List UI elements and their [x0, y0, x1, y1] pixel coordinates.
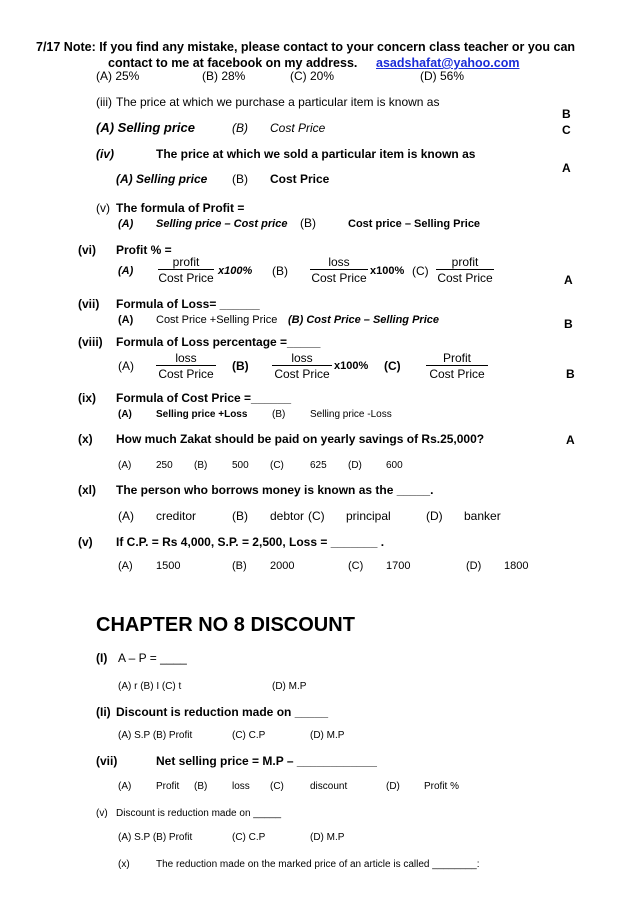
q-ix-text: Formula of Cost Price =______	[116, 391, 292, 405]
d-vii-option-b-text: loss	[232, 781, 250, 792]
d-x-text: The reduction made on the marked price of an article is called ________:	[156, 859, 480, 870]
chapter-heading: CHAPTER NO 8 DISCOUNT	[96, 614, 355, 636]
q-viii-multiplier-b: x100%	[334, 360, 369, 372]
d-vii-option-c: (C)	[270, 781, 284, 792]
q-x-option-c-text: 625	[310, 460, 327, 471]
d-ii-option-d: (D) M.P	[310, 730, 345, 741]
q-iii-number: (iii)	[96, 95, 112, 109]
answer-iii-b: B	[562, 107, 571, 121]
q-vi-fraction-c	[436, 256, 494, 284]
q-iii-option-b-text: Cost Price	[270, 121, 326, 135]
q-x-option-b: (B)	[194, 460, 208, 471]
d-i-text: A – P = ____	[118, 651, 187, 665]
q-viii-fraction-b-numerator: loss	[272, 352, 332, 366]
q-v-option-b: (B)	[300, 216, 316, 230]
d-x-number: (x)	[118, 859, 130, 870]
q-x-option-d-text: 600	[386, 460, 403, 471]
q-vii-number: (vii)	[78, 297, 100, 311]
q-v2-option-d: (D)	[466, 560, 482, 572]
q-viii-fraction-c	[426, 352, 488, 380]
q-viii-fraction-c-denominator: Cost Price	[429, 367, 485, 381]
q-v-text: The formula of Profit =	[116, 201, 245, 215]
d-vii-text: Net selling price = M.P – ____________	[156, 754, 377, 768]
q-iv-option-b-text: Cost Price	[270, 172, 330, 186]
q-x-number: (x)	[78, 432, 93, 446]
d-vii-option-d: (D)	[386, 781, 400, 792]
q-ix-option-a-text: Selling price +Loss	[156, 409, 248, 420]
d-ii-text: Discount is reduction made on _____	[116, 705, 329, 719]
q-xl-number: (xl)	[78, 483, 96, 497]
top-option-a: (A) 25%	[96, 69, 140, 83]
d-i-number: (I)	[96, 651, 108, 665]
q-vi-number: (vi)	[78, 243, 96, 257]
top-option-b: (B) 28%	[202, 69, 246, 83]
q-x-option-b-text: 500	[232, 460, 249, 471]
q-v2-option-a: (A)	[118, 560, 133, 572]
q-xl-option-c-text: principal	[346, 509, 391, 523]
q-ix-option-a: (A)	[118, 409, 132, 420]
q-iv-number: (iv)	[96, 147, 114, 161]
q-v-option-a-text: Selling price – Cost price	[156, 218, 288, 230]
q-v2-option-b-text: 2000	[270, 560, 295, 572]
answer-viii: B	[566, 367, 575, 381]
q-vi-fraction-a-numerator: profit	[158, 256, 214, 270]
q-vii-option-a-text: Cost Price +Selling Price	[156, 314, 278, 326]
q-ix-number: (ix)	[78, 391, 96, 405]
q-viii-number: (viii)	[78, 335, 103, 349]
q-vi-fraction-a	[158, 256, 214, 284]
q-ix-option-b-text: Selling price -Loss	[310, 409, 392, 420]
q-v2-text: If C.P. = Rs 4,000, S.P. = 2,500, Loss = _______ .	[116, 535, 385, 549]
d-vii-option-c-text: discount	[310, 781, 348, 792]
top-option-c: (C) 20%	[290, 69, 335, 83]
q-vi-multiplier-a: x100%	[218, 265, 253, 277]
q-iv-option-a: (A) Selling price	[116, 172, 208, 186]
q-viii-option-a: (A)	[118, 359, 134, 373]
d-ii-option-c: (C) C.P	[232, 730, 266, 741]
q-x-option-a: (A)	[118, 460, 132, 471]
q-iv-text: The price at which we sold a particular item is known as	[156, 147, 476, 161]
q-vii-text: Formula of Loss= ______	[116, 297, 260, 311]
q-iii-text: The price at which we purchase a particular item is known as	[116, 95, 440, 109]
q-viii-fraction-a-numerator: loss	[156, 352, 216, 366]
q-vii-option-b: (B) Cost Price – Selling Price	[288, 314, 439, 326]
d-ii-number: (Ii)	[96, 705, 111, 719]
q-x-text: How much Zakat should be paid on yearly savings of Rs.25,000?	[116, 432, 485, 446]
q-viii-fraction-b-denominator: Cost Price	[274, 367, 330, 381]
q-ix-option-b: (B)	[272, 409, 286, 420]
q-xl-option-b-text: debtor	[270, 509, 305, 523]
q-vi-multiplier-b: x100%	[370, 265, 405, 277]
q-v-number: (v)	[96, 201, 110, 215]
d-vii-number: (vii)	[96, 754, 118, 768]
q-viii-fraction-c-numerator: Profit	[426, 352, 488, 366]
q-vi-option-b: (B)	[272, 264, 288, 278]
d-i-options: (A) r (B) I (C) t	[118, 681, 182, 692]
q-v-option-b-text: Cost price – Selling Price	[348, 218, 481, 230]
q-v-option-a: (A)	[118, 218, 134, 230]
q-vi-fraction-b	[310, 256, 368, 284]
q-viii-fraction-b	[272, 352, 332, 380]
q-v2-option-c-text: 1700	[386, 560, 411, 572]
answer-iii-c: C	[562, 123, 571, 137]
q-iii-option-a: (A) Selling price	[96, 120, 195, 135]
q-v2-option-d-text: 1800	[504, 560, 529, 572]
d-v-option-c: (C) C.P	[232, 832, 266, 843]
header-note-line2: contact to me at facebook on my address.	[108, 56, 358, 70]
q-vi-text: Profit % =	[116, 243, 172, 257]
q-x-option-a-text: 250	[156, 460, 173, 471]
q-viii-option-c: (C)	[384, 359, 401, 373]
q-viii-option-b: (B)	[232, 359, 249, 373]
q-vi-option-c: (C)	[412, 264, 429, 278]
q-viii-fraction-a	[156, 352, 216, 380]
q-xl-option-d: (D)	[426, 509, 443, 523]
q-vi-fraction-c-numerator: profit	[436, 256, 494, 270]
d-ii-options: (A) S.P (B) Profit	[118, 730, 193, 741]
d-v-number: (v)	[96, 808, 108, 819]
d-vii-option-b: (B)	[194, 781, 208, 792]
d-v-options: (A) S.P (B) Profit	[118, 832, 193, 843]
q-vi-fraction-c-denominator: Cost Price	[437, 271, 493, 285]
d-vii-option-a: (A)	[118, 781, 132, 792]
q-x-option-c: (C)	[270, 460, 284, 471]
q-v2-option-c: (C)	[348, 560, 364, 572]
q-xl-option-c: (C)	[308, 509, 325, 523]
q-viii-fraction-a-denominator: Cost Price	[158, 367, 214, 381]
q-xl-text: The person who borrows money is known as the _____.	[116, 483, 434, 497]
q-vi-fraction-b-numerator: loss	[310, 256, 368, 270]
answer-vi: A	[564, 273, 573, 287]
q-xl-option-d-text: banker	[464, 509, 501, 523]
q-iv-option-b: (B)	[232, 172, 248, 186]
q-xl-option-a-text: creditor	[156, 509, 197, 523]
answer-iv: A	[562, 161, 571, 175]
q-xl-option-b: (B)	[232, 509, 248, 523]
answer-vii: B	[564, 317, 573, 331]
q-vii-option-a: (A)	[118, 314, 134, 326]
q-viii-text: Formula of Loss percentage =_____	[116, 335, 321, 349]
q-v2-option-b: (B)	[232, 560, 247, 572]
q-v2-number: (v)	[78, 535, 93, 549]
q-vi-option-a: (A)	[118, 265, 134, 277]
d-vii-option-d-text: Profit %	[424, 781, 460, 792]
d-vii-option-a-text: Profit	[156, 781, 180, 792]
d-v-option-d: (D) M.P	[310, 832, 345, 843]
email-link[interactable]: asadshafat@yahoo.com	[376, 56, 520, 70]
answer-x: A	[566, 433, 575, 447]
q-xl-option-a: (A)	[118, 509, 134, 523]
d-i-option-d: (D) M.P	[272, 681, 307, 692]
top-option-d: (D) 56%	[420, 69, 465, 83]
q-iii-option-b: (B)	[232, 121, 248, 135]
q-v2-option-a-text: 1500	[156, 560, 181, 572]
d-v-text: Discount is reduction made on _____	[116, 808, 282, 819]
header-note-line1: 7/17 Note: If you find any mistake, please contact to your concern class teacher or you can	[36, 40, 576, 54]
q-vi-fraction-a-denominator: Cost Price	[158, 271, 214, 285]
q-x-option-d: (D)	[348, 460, 362, 471]
q-vi-fraction-b-denominator: Cost Price	[311, 271, 367, 285]
